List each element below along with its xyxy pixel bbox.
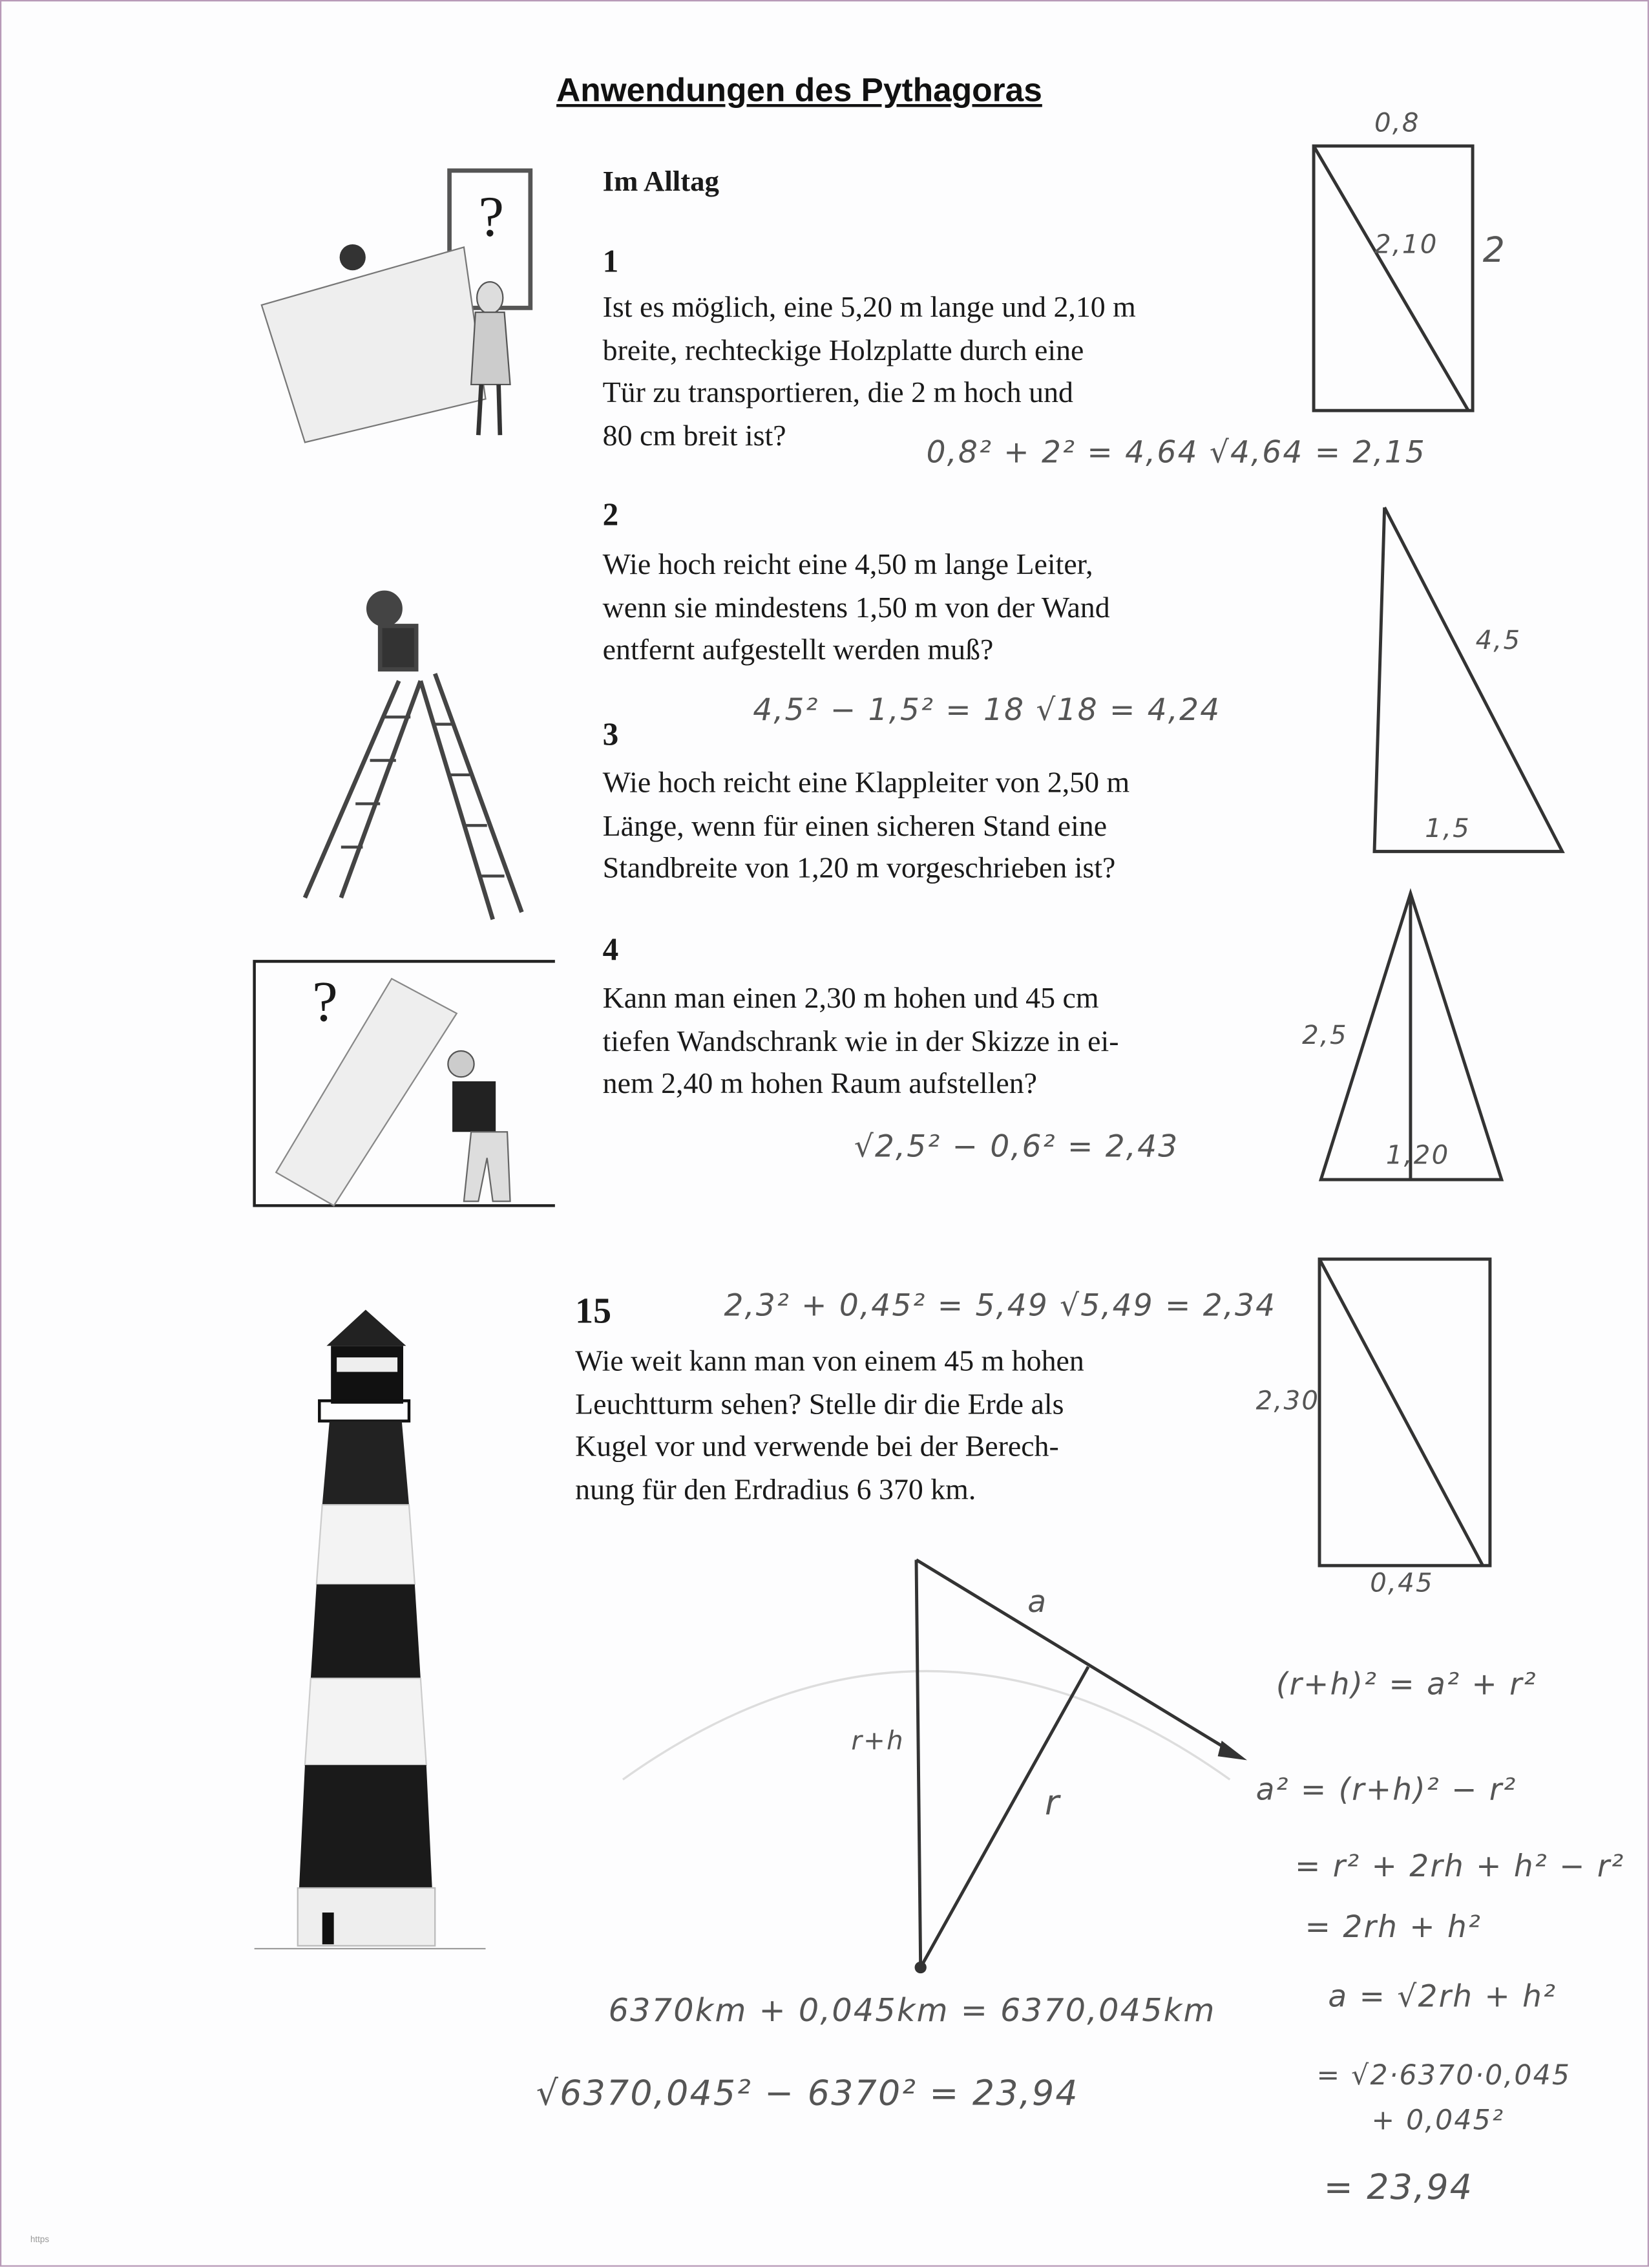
- task-line: wenn sie mindestens 1,50 m von der Wand: [602, 592, 1110, 624]
- task-line: Standbreite von 1,20 m vorgeschrieben ist?: [602, 853, 1116, 885]
- section-heading: Im Alltag: [602, 166, 719, 198]
- derivation-line: = 2rh + h²: [1305, 1909, 1482, 1945]
- task-number: 1: [602, 242, 619, 279]
- task-line: Ist es möglich, eine 5,20 m lange und 2,10 m: [602, 291, 1136, 324]
- task-number: 4: [602, 931, 619, 968]
- wardrobe-sketch: [1319, 1259, 1490, 1565]
- sketch-label: r: [1045, 1782, 1061, 1823]
- sketch-label: 0,8: [1374, 108, 1420, 139]
- handwritten-solution: 4,5² − 1,5² = 18 √18 = 4,24: [753, 692, 1221, 728]
- task-line: entfernt aufgestellt werden muß?: [602, 635, 994, 667]
- task-line: Kann man einen 2,30 m hohen und 45 cm: [602, 982, 1099, 1015]
- sketch-label: 2,30: [1255, 1386, 1320, 1417]
- question-mark: ?: [478, 184, 505, 249]
- sketch-label: r+h: [851, 1726, 905, 1757]
- sketch-label: 2,5: [1302, 1021, 1348, 1052]
- derivation-line: + 0,045²: [1371, 2104, 1505, 2137]
- stepladder-triangle-sketch: [1321, 893, 1502, 1180]
- task-line: 80 cm breit ist?: [602, 421, 786, 453]
- illustration-ladder: [305, 593, 521, 919]
- task-number: 15: [575, 1292, 612, 1331]
- task-line: breite, rechteckige Holzplatte durch eine: [602, 335, 1084, 367]
- illustration-lighthouse: [255, 1309, 486, 1949]
- sketch-label: 1,20: [1385, 1140, 1450, 1171]
- handwritten-solution: √2,5² − 0,6² = 2,43: [854, 1129, 1179, 1164]
- handwritten-solution: 6370km + 0,045km = 6370,045km: [608, 1993, 1216, 2030]
- handwritten-solution: 2,3² + 0,45² = 5,49 √5,49 = 2,34: [724, 1288, 1277, 1323]
- sketch-label: a: [1027, 1584, 1048, 1619]
- task-line: Wie weit kann man von einem 45 m hohen: [575, 1346, 1084, 1378]
- task-line: Wie hoch reicht eine Klappleiter von 2,50 m: [602, 767, 1130, 800]
- question-mark: ?: [312, 968, 338, 1034]
- task-line: nung für den Erdradius 6 370 km.: [575, 1474, 976, 1507]
- ladder-triangle-sketch: [1374, 507, 1562, 851]
- lighthouse-geometry-sketch: [623, 1560, 1241, 1971]
- derivation-line: a = √2rh + h²: [1328, 1978, 1557, 2014]
- door-sketch: [1314, 146, 1473, 410]
- task-line: Tür zu transportieren, die 2 m hoch und: [602, 377, 1073, 410]
- sketch-label: 2: [1482, 229, 1507, 271]
- task-line: Wie hoch reicht eine 4,50 m lange Leiter,: [602, 549, 1093, 582]
- sketch-label: 1,5: [1425, 814, 1471, 845]
- task-line: Kugel vor und verwende bei der Berech-: [575, 1432, 1059, 1464]
- task-line: tiefen Wandschrank wie in der Skizze in ei-: [602, 1026, 1119, 1058]
- task-line: Leuchtturm sehen? Stelle dir die Erde als: [575, 1388, 1064, 1421]
- handwritten-solution: 0,8² + 2² = 4,64 √4,64 = 2,15: [926, 435, 1426, 470]
- task-line: nem 2,40 m hohen Raum aufstellen?: [602, 1068, 1037, 1101]
- derivation-line: = 23,94: [1323, 2167, 1474, 2208]
- sketch-label: 2,10: [1374, 229, 1438, 260]
- task-line: Länge, wenn für einen sicheren Stand eine: [602, 811, 1108, 843]
- derivation-line: (r+h)² = a² + r²: [1276, 1666, 1537, 1702]
- derivation-line: a² = (r+h)² − r²: [1255, 1772, 1517, 1807]
- handwritten-solution: √6370,045² − 6370² = 23,94: [536, 2073, 1079, 2114]
- footer-text: https: [30, 2236, 50, 2245]
- sketch-label: 4,5: [1475, 626, 1522, 657]
- derivation-line: = √2·6370·0,045: [1316, 2060, 1571, 2092]
- illustration-wardrobe: [255, 961, 555, 1205]
- task-number: 2: [602, 496, 619, 533]
- sketch-label: 0,45: [1370, 1568, 1434, 1599]
- page-title: Anwendungen des Pythagoras: [556, 70, 1042, 109]
- derivation-line: = r² + 2rh + h² − r²: [1294, 1849, 1625, 1884]
- task-number: 3: [602, 715, 619, 752]
- sketches: [1, 1, 1649, 2268]
